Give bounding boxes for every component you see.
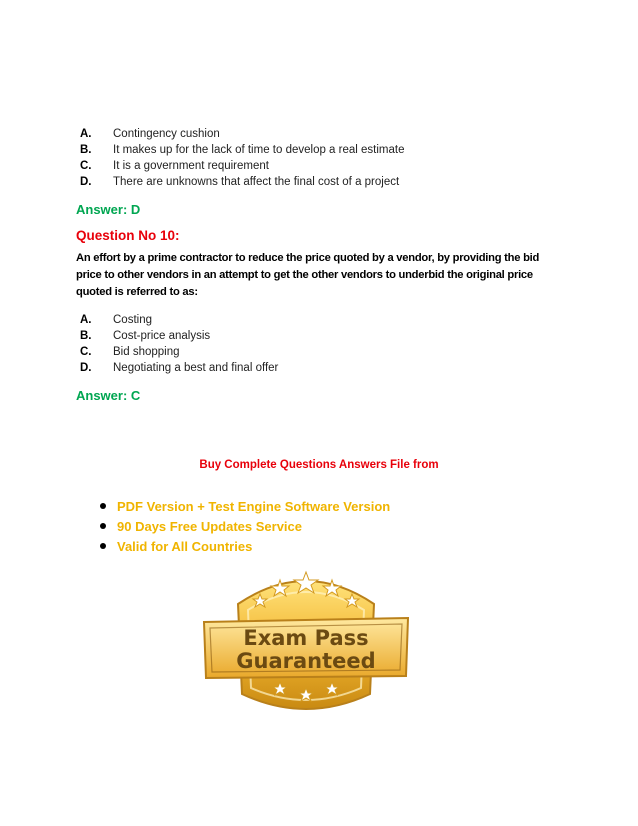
option-letter: B.	[80, 144, 92, 156]
bullet-icon	[100, 523, 106, 529]
option-text: Contingency cushion	[113, 128, 220, 140]
option-b	[80, 142, 404, 158]
badge-text-line2: Guaranteed	[236, 649, 376, 673]
q9-options	[80, 126, 404, 190]
promo-heading: Buy Complete Questions Answers File from	[199, 459, 439, 471]
option-letter: D.	[80, 176, 92, 188]
promo-bullet	[100, 536, 390, 556]
option-text: Costing	[113, 314, 152, 326]
promo-bullet-list	[100, 496, 390, 556]
option-letter: B.	[80, 330, 92, 342]
option-d	[80, 174, 404, 190]
option-c	[80, 344, 278, 360]
promo-bullet	[100, 496, 390, 516]
promo-bullet-text: PDF Version + Test Engine Software Version	[117, 498, 391, 514]
option-letter: C.	[80, 160, 92, 172]
option-d	[80, 360, 278, 376]
option-b	[80, 328, 278, 344]
bullet-icon	[100, 503, 106, 509]
exam-pass-guaranteed-badge	[200, 564, 412, 716]
badge-text-line1: Exam Pass	[243, 626, 369, 650]
question-title: Question No 10:	[76, 228, 180, 243]
option-letter: C.	[80, 346, 92, 358]
option-letter: A.	[80, 128, 92, 140]
promo-bullet-text: 90 Days Free Updates Service	[117, 518, 302, 534]
option-text: Cost-price analysis	[113, 330, 211, 342]
option-text: It makes up for the lack of time to develop a real estimate	[113, 144, 405, 156]
q10-answer: Answer: C	[76, 388, 141, 403]
option-letter: D.	[80, 362, 92, 374]
option-a	[80, 312, 278, 328]
option-text: Negotiating a best and final offer	[113, 362, 279, 374]
option-text: It is a government requirement	[113, 160, 269, 172]
option-c	[80, 158, 404, 174]
q10-options	[80, 312, 278, 376]
promo-bullet-text: Valid for All Countries	[117, 538, 253, 554]
option-text: There are unknowns that affect the final cost of a project	[113, 176, 400, 188]
option-a	[80, 126, 404, 142]
question-text: An effort by a prime contractor to reduce the price quoted by a vendor, by providing the bid price to other vendors in an attempt to get the other vendors to underbid the original price quoted is referred to as:	[76, 252, 540, 298]
option-text: Bid shopping	[113, 346, 180, 358]
promo-bullet	[100, 516, 390, 536]
q9-answer: Answer: D	[76, 202, 141, 217]
option-letter: A.	[80, 314, 92, 326]
bullet-icon	[100, 543, 106, 549]
